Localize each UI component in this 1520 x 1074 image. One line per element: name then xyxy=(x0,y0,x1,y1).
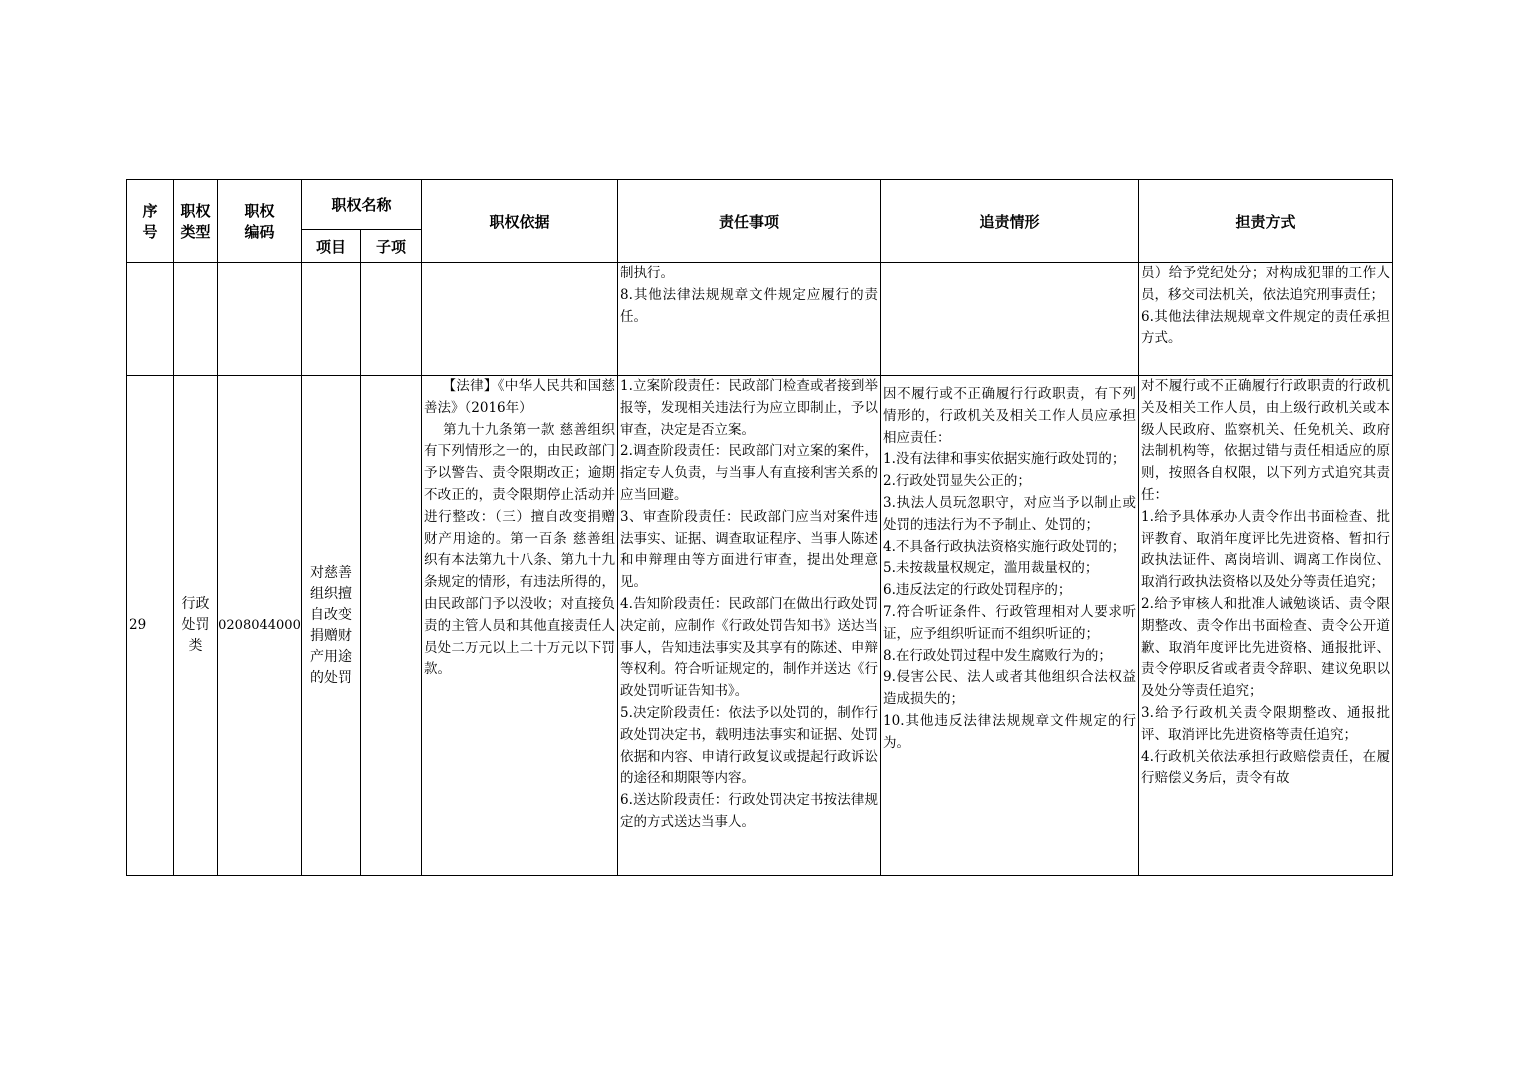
cell-duty: 1.立案阶段责任：民政部门检查或者接到举报等，发现相关违法行为应立即制止，予以审查，决定是否立案。 2.调查阶段责任：民政部门对立案的案件，指定专人负责，与当事人有直接利害关系的应当回避。 3、审查阶段责任：民政部门应当对案件违法事实、证据、调查取证程序、当事人陈述和申辩理由等方面进行审查，提出处理意见。 4.告知阶段责任：民政部门在做出行政处罚决定前，应制作《行政处罚告知书》送达当事人，告知违法事实及其享有的陈述、申辩等权利。符合听证规定的，制作并送达《行政处罚听证告知书》。 5.决定阶段责任：依法予以处罚的，制作行政处罚决定书，载明违法事实和证据、处罚依据和内容、申请行政复议或提起行政诉讼的途径和期限等内容。 6.送达阶段责任：行政处罚决定书按法律规定的方式送达当事人。 xyxy=(618,376,881,876)
header-code: 职权 编码 xyxy=(218,180,302,263)
header-seq: 序 号 xyxy=(127,180,174,263)
cell-basis xyxy=(422,263,618,376)
header-accountability: 追责情形 xyxy=(881,180,1139,263)
header-duty: 责任事项 xyxy=(618,180,881,263)
cell-type: 行政 处罚 类 xyxy=(174,376,218,876)
cell-code: 0208044000 xyxy=(218,376,302,876)
table-row xyxy=(127,263,1393,376)
cell-seq: 29 xyxy=(127,376,174,876)
table-row xyxy=(127,376,1393,876)
cell-item: 对慈善组织擅自改变捐赠财产用途的处罚 xyxy=(302,376,361,876)
cell-subitem xyxy=(361,376,422,876)
cell-accountability xyxy=(881,263,1139,376)
header-basis: 职权依据 xyxy=(422,180,618,263)
cell-liability: 对不履行或不正确履行行政职责的行政机关及相关工作人员，由上级行政机关或本级人民政府、监察机关、任免机关、政府法制机构等，依据过错与责任相适应的原则，按照各自权限，以下列方式追究其责任： 1.给予具体承办人责令作出书面检查、批评教育、取消年度评比先进资格、暂扣行政执法证件、离岗培训、调离工作岗位、取消行政执法资格以及处分等责任追究； 2.给予审核人和批准人诫勉谈话、责令限期整改、责令作出书面检查、责令公开道歉、取消年度评比先进资格、通报批评、责令停职反省或者责令辞职、建议免职以及处分等责任追究； 3.给予行政机关责令限期整改、通报批评、取消评比先进资格等责任追究； 4.行政机关依法承担行政赔偿责任，在履行赔偿义务后，责令有故 xyxy=(1139,376,1393,876)
cell-item xyxy=(302,263,361,376)
cell-duty: 制执行。 8.其他法律法规规章文件规定应履行的责任。 xyxy=(618,263,881,376)
cell-subitem xyxy=(361,263,422,376)
power-list-table xyxy=(126,179,1393,876)
header-name: 职权名称 xyxy=(302,180,422,230)
header-subitem: 子项 xyxy=(361,230,422,263)
cell-seq xyxy=(127,263,174,376)
header-item: 项目 xyxy=(302,230,361,263)
cell-accountability: 因不履行或不正确履行行政职责，有下列情形的，行政机关及相关工作人员应承担相应责任： 1.没有法律和事实依据实施行政处罚的； 2.行政处罚显失公正的； 3.执法人员玩忽职守，对应当予以制止或处罚的违法行为不予制止、处罚的； 4.不具备行政执法资格实施行政处罚的； 5.未按裁量权规定，滥用裁量权的； 6.违反法定的行政处罚程序的； 7.符合听证条件、行政管理相对人要求听证，应予组织听证而不组织听证的； 8.在行政处罚过程中发生腐败行为的； 9.侵害公民、法人或者其他组织合法权益造成损失的； 10.其他违反法律法规规章文件规定的行为。 xyxy=(881,376,1139,876)
header-liability: 担责方式 xyxy=(1139,180,1393,263)
cell-basis: 【法律】《中华人民共和国慈善法》（2016年） 第九十九条第一款 慈善组织有下列情形之一的，由民政部门予以警告、责令限期改正；逾期不改正的，责令限期停止活动并进行整改：（三）擅自改变捐赠财产用途的。第一百条 慈善组织有本法第九十八条、第九十九条规定的情形，有违法所得的，由民政部门予以没收；对直接负责的主管人员和其他直接责任人员处二万元以上二十万元以下罚款。 xyxy=(422,376,618,876)
header-type: 职权 类型 xyxy=(174,180,218,263)
cell-liability: 员）给予党纪处分；对构成犯罪的工作人员，移交司法机关，依法追究刑事责任； 6.其他法律法规规章文件规定的责任承担方式。 xyxy=(1139,263,1393,376)
cell-type xyxy=(174,263,218,376)
cell-code xyxy=(218,263,302,376)
